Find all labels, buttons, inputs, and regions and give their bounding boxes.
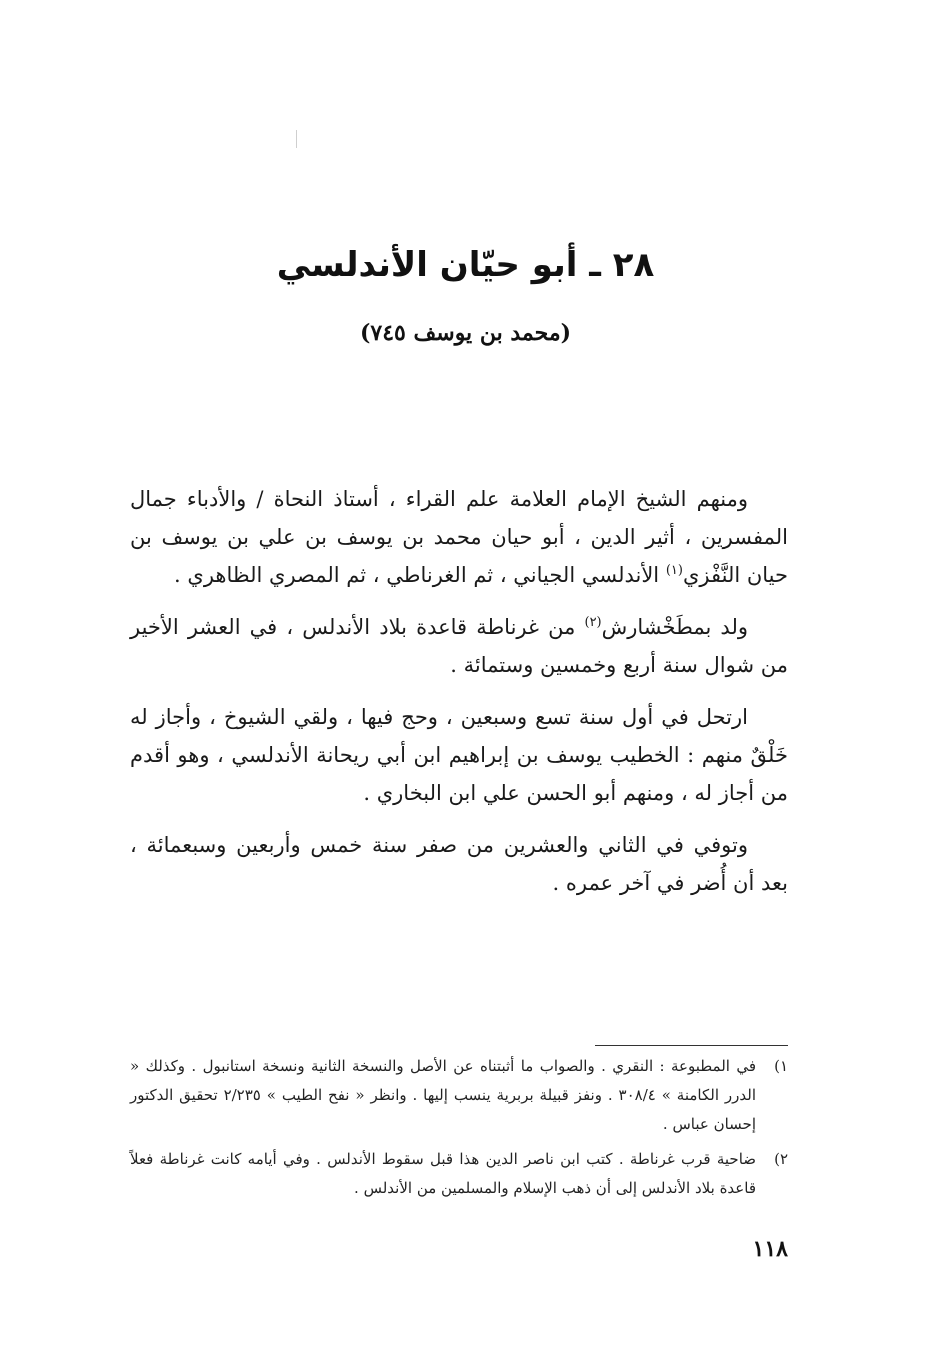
paragraph-3	[130, 698, 788, 812]
footnote-1	[130, 1052, 788, 1139]
paragraph-text: ومنهم الشيخ الإمام العلامة علم القراء ، أستاذ النحاة / والأدباء جمال المفسرين ، أثير الدين ، أبو حيان محمد بن يوسف بن علي بن يوسف بن حيان النَّفْزي	[130, 487, 788, 587]
page-number: ١١٨	[752, 1236, 788, 1262]
paragraph-text: ولد بمطَخْشارش	[601, 615, 748, 639]
paragraph-text: ارتحل في أول سنة تسع وسبعين ، وحج فيها ، ولقي الشيوخ ، وأجاز له خَلْقٌ منهم : الخطيب يوسف بن إبراهيم ابن أبي ريحانة الأندلسي ، وهو أقدم من أجاز له ، ومنهم أبو الحسن علي ابن البخاري .	[130, 705, 788, 805]
footnote-ref-2[interactable]: (٢)	[584, 615, 602, 630]
paragraph-text: من غرناطة قاعدة بلاد الأندلس ، في العشر الأخير من شوال سنة أربع وخمسين وستمائة .	[130, 615, 788, 677]
paragraph-2	[130, 608, 788, 684]
footnote-ref-1[interactable]: (١)	[665, 563, 683, 578]
footnote-text: في المطبوعة : النقري . والصواب ما أثبتناه عن الأصل والنسخة الثانية ونسخة استانبول . وكذلك « الدرر الكامنة » ٣٠٨/٤ . ونفز قبيلة بربرية ينسب إليها . وانظر « نفح الطيب » ٢/٢٣٥ تحقيق الدكتور إحسان عباس .	[130, 1057, 756, 1133]
biography-body	[130, 480, 788, 916]
footnote-divider	[595, 1045, 788, 1046]
paragraph-text: وتوفي في الثاني والعشرين من صفر سنة خمس وأربعين وسبعمائة ، بعد أن أُضر في آخر عمره .	[130, 833, 788, 895]
footnotes	[130, 1052, 788, 1209]
footnote-text: ضاحية قرب غرناطة . كتب ابن ناصر الدين هذا قبل سقوط الأندلس . وفي أيامه كانت غرناطة فعلاً قاعدة بلاد الأندلس إلى أن ذهب الإسلام والمسلمين من الأندلس .	[130, 1150, 756, 1197]
paragraph-1	[130, 480, 788, 594]
paragraph-text: الأندلسي الجياني ، ثم الغرناطي ، ثم المصري الظاهري .	[174, 563, 666, 587]
paragraph-4	[130, 826, 788, 902]
footnote-2	[130, 1145, 788, 1203]
entry-title: ٢٨ ـ أبو حيّان الأندلسي	[276, 245, 655, 285]
entry-subtitle: (محمد بن يوسف ٧٤٥)	[359, 320, 572, 346]
scan-mark	[296, 130, 297, 148]
footnote-number: ١)	[774, 1057, 788, 1075]
footnote-number: ٢)	[774, 1150, 788, 1168]
